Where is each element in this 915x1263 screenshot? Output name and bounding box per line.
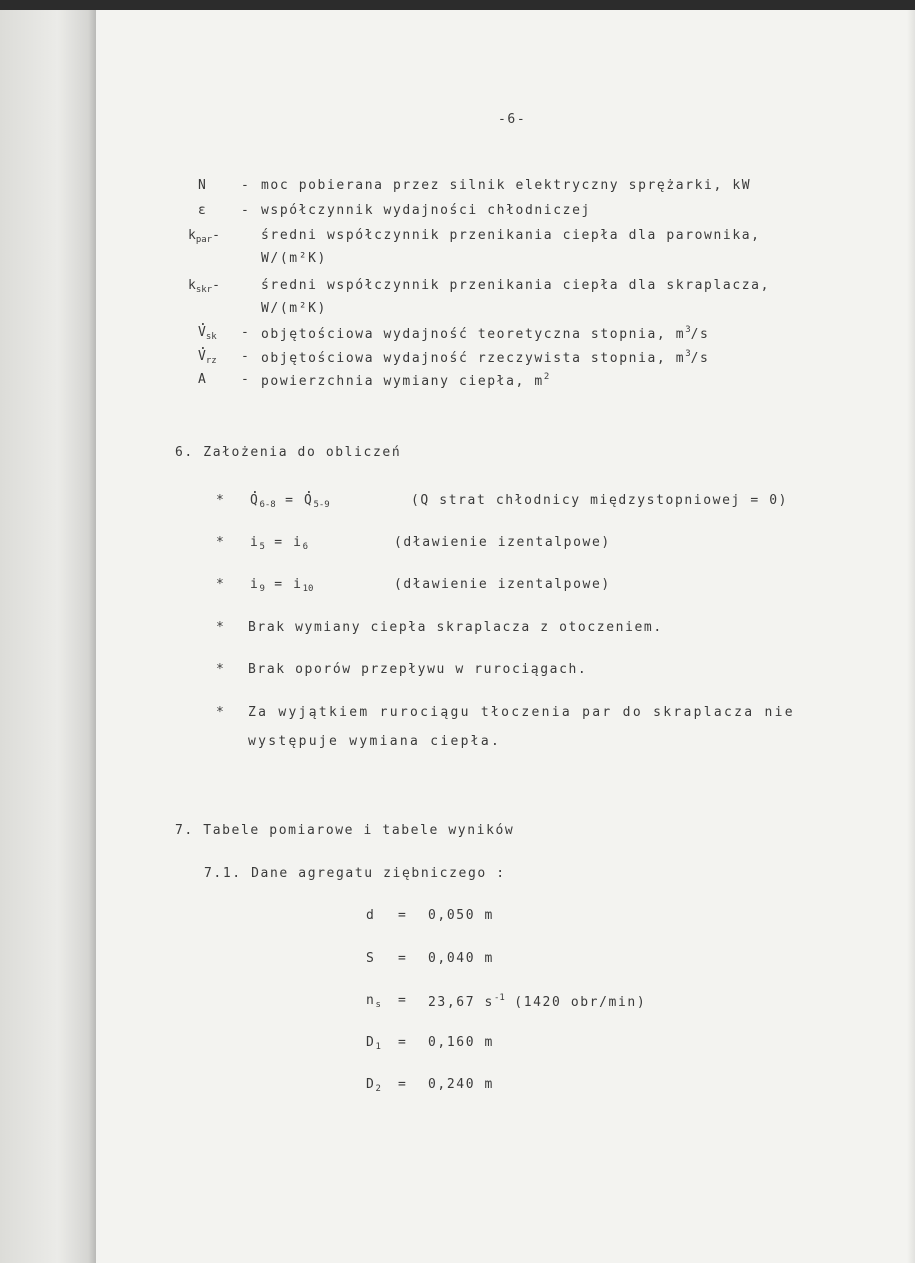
bullet: * [216, 535, 226, 550]
symbol-dash: - [241, 178, 251, 193]
parameter-eq: = [398, 993, 408, 1008]
parameter-symbol: d [366, 908, 376, 923]
symbol-subscript: skr [195, 285, 213, 295]
assumption-text: Brak oporów przepływu w rurociągach. [248, 662, 588, 677]
symbol: k [188, 228, 196, 243]
symbol-description: współczynnik wydajności chłodniczej [261, 203, 591, 218]
assumption-note: (dławienie izentalpowe) [394, 577, 611, 592]
parameter-subscript: 2 [375, 1084, 381, 1094]
parameter-value: 23,67 s [428, 995, 494, 1010]
symbol: . V [198, 349, 206, 364]
bullet: * [216, 662, 226, 677]
parameter-note: (1420 obr/min) [504, 995, 647, 1010]
symbol: . V [198, 325, 206, 340]
scan-right-edge [907, 10, 915, 1263]
parameter-value: 0,040 m [428, 951, 494, 966]
assumption-text-continuation: występuje wymiana ciepła. [248, 734, 502, 749]
symbol-row [198, 203, 591, 218]
symbol-dash: - [241, 349, 251, 364]
scan-top-edge [0, 0, 915, 10]
assumption-item [216, 493, 789, 510]
symbol-description: średni współczynnik przenikania ciepła dla skraplacza, [261, 278, 771, 293]
parameter-eq: = [398, 908, 408, 923]
equation-lhs: . Q [250, 493, 259, 508]
parameter-eq: = [398, 951, 408, 966]
parameter-row [366, 1035, 494, 1052]
symbol-unit: /s [690, 327, 710, 342]
symbol-unit-exponent: 3 [685, 325, 691, 335]
parameter-symbol: D [366, 1077, 376, 1092]
parameter-symbol: S [366, 951, 376, 966]
equation-sign: = [285, 493, 295, 508]
bullet: * [216, 493, 226, 508]
parameter-subscript: 1 [375, 1042, 381, 1052]
symbol-dash: - [212, 228, 222, 243]
symbol-dash: - [212, 278, 222, 293]
assumption-text: Brak wymiany ciepła skraplacza z otoczeniem. [248, 620, 663, 635]
parameter-exponent: -1 [494, 993, 505, 1003]
parameter-row [366, 1077, 494, 1094]
bullet: * [216, 577, 226, 592]
symbol: ε [198, 203, 206, 218]
equation-rhs: i [293, 577, 303, 592]
symbol-unit: /s [690, 351, 710, 366]
symbol: N [198, 178, 206, 193]
bullet: * [216, 620, 226, 635]
parameter-value: 0,240 m [428, 1077, 494, 1092]
equation-rhs: i [293, 535, 303, 550]
symbol-description: średni współczynnik przenikania ciepła dla parownika, [261, 228, 761, 243]
assumption-item [216, 662, 588, 677]
equation-lhs: i [250, 577, 260, 592]
equation-sign: = [274, 535, 284, 550]
assumption-item [216, 705, 795, 720]
equation-lhs-subscript: 9 [259, 584, 265, 594]
symbol-dash: - [241, 372, 251, 387]
equation-lhs: i [250, 535, 260, 550]
equation-lhs-subscript: 5 [259, 542, 265, 552]
section-heading-6: 6. Założenia do obliczeń [175, 445, 402, 460]
parameter-eq: = [398, 1035, 408, 1050]
bullet: * [216, 705, 226, 720]
section-heading-7: 7. Tabele pomiarowe i tabele wyników [175, 823, 515, 838]
assumption-note: (Q strat chłodnicy międzystopniowej = 0) [411, 493, 789, 508]
assumption-item [216, 535, 611, 552]
symbol-dash: - [241, 325, 251, 340]
parameter-value: 0,160 m [428, 1035, 494, 1050]
parameter-symbol: n [366, 993, 376, 1008]
symbol-description: objętościowa wydajność rzeczywista stopnia, m [261, 351, 686, 366]
equation-lhs-subscript: 6-8 [259, 500, 276, 510]
symbol-unit-exponent: 2 [543, 372, 550, 382]
assumption-note: (dławienie izentalpowe) [394, 535, 611, 550]
symbol: k [188, 278, 196, 293]
symbol-subscript: rz [205, 356, 217, 366]
symbol-unit-exponent: 3 [685, 349, 691, 359]
equation-sign: = [274, 577, 284, 592]
parameter-subscript: s [375, 1000, 381, 1010]
assumption-text: Za wyjątkiem rurociągu tłoczenia par do skraplacza nie [248, 705, 795, 720]
symbol-row [198, 372, 550, 389]
parameter-row [366, 993, 647, 1010]
parameter-row [366, 908, 494, 923]
subsection-heading-7-1: 7.1. Dane agregatu ziębniczego : [204, 866, 506, 881]
parameter-symbol: D [366, 1035, 376, 1050]
equation-rhs-subscript: 10 [302, 584, 314, 594]
symbol-row [188, 278, 771, 295]
scan-binding-edge [0, 10, 96, 1263]
parameter-eq: = [398, 1077, 408, 1092]
symbol-subscript: sk [205, 332, 217, 342]
symbol-row [198, 349, 710, 366]
assumption-item [216, 577, 611, 594]
assumption-item [216, 620, 663, 635]
equation-rhs-subscript: 6 [302, 542, 309, 552]
equation-rhs-subscript: 5-9 [313, 500, 330, 510]
symbol-row [198, 178, 752, 193]
symbol-description: objętościowa wydajność teoretyczna stopnia, m [261, 327, 686, 342]
symbol-dash: - [241, 203, 251, 218]
parameter-row [366, 951, 494, 966]
symbol-description: powierzchnia wymiany ciepła, m [261, 374, 544, 389]
symbol-description: moc pobierana przez silnik elektryczny sprężarki, kW [261, 178, 752, 193]
symbol: A [198, 372, 206, 387]
parameter-value: 0,050 m [428, 908, 494, 923]
symbol-subscript: par [195, 235, 213, 245]
page-number: -6- [498, 112, 527, 127]
symbol-continuation: W/(m²K) [261, 301, 327, 316]
symbol-continuation: W/(m²K) [261, 251, 327, 266]
equation-rhs: . Q [304, 493, 313, 508]
symbol-row [188, 228, 761, 245]
